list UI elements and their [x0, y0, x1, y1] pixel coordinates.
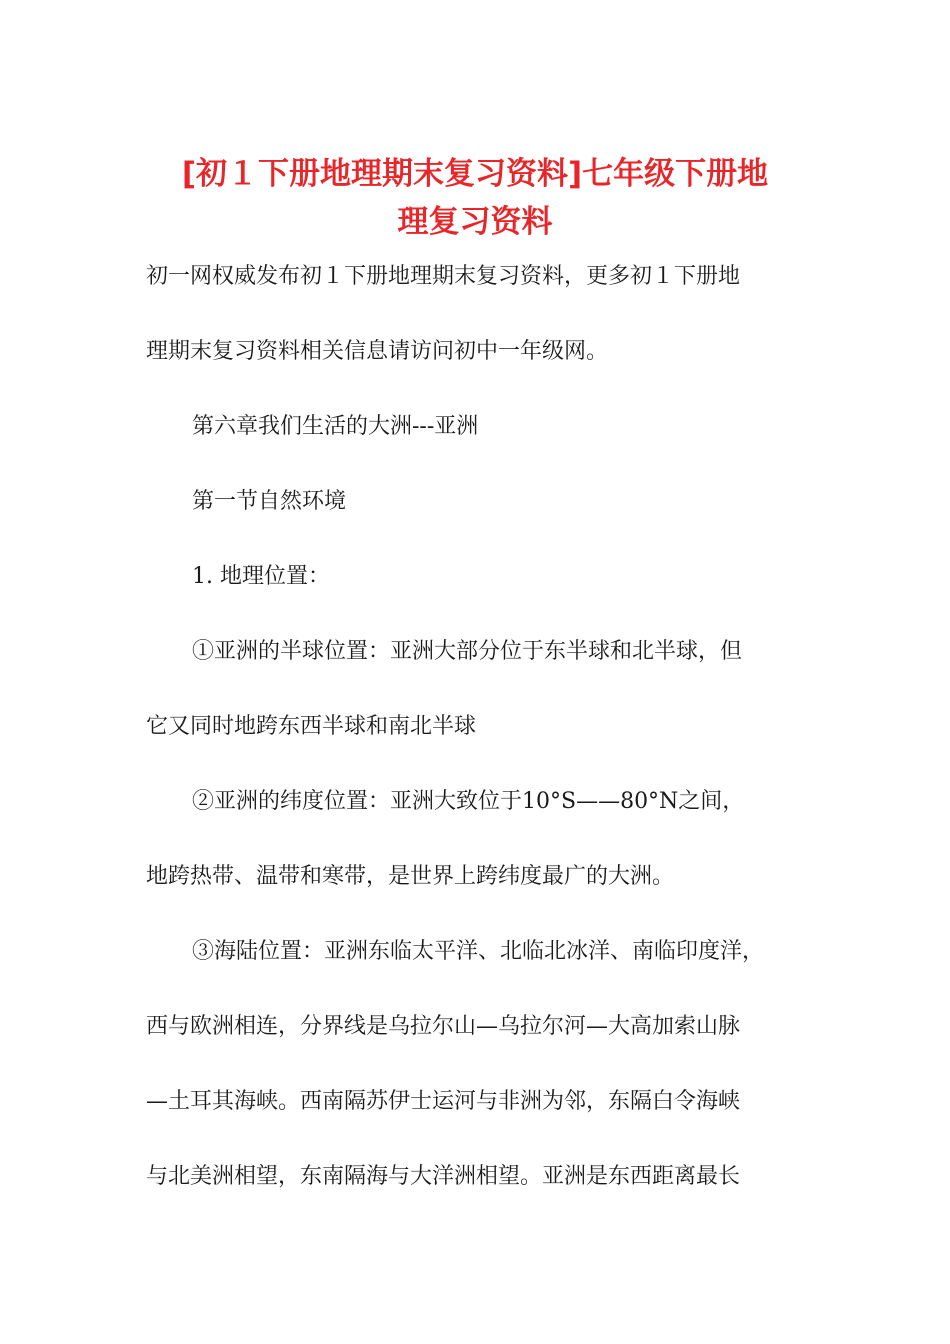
document-title-line-1: [初１下册地理期末复习资料]七年级下册地	[181, 156, 769, 192]
paragraph-sea-land-line-2: 西与欧洲相连，分界线是乌拉尔山—乌拉尔河—大高加索山脉	[146, 1014, 741, 1039]
chapter-heading: 第六章我们生活的大洲---亚洲	[192, 414, 479, 439]
paragraph-sea-land-line-3: —土耳其海峡。西南隔苏伊士运河与非洲为邻，东隔白令海峡	[146, 1089, 741, 1114]
paragraph-sea-land-line-1: ③海陆位置：亚洲东临太平洋、北临北冰洋、南临印度洋，	[192, 939, 765, 964]
section-heading: 第一节自然环境	[192, 489, 347, 514]
paragraph-hemisphere-line-2: 它又同时地跨东西半球和南北半球	[146, 714, 477, 739]
paragraph-sea-land-line-4: 与北美洲相望，东南隔海与大洋洲相望。亚洲是东西距离最长	[146, 1164, 741, 1189]
paragraph-latitude-line-2: 地跨热带、温带和寒带，是世界上跨纬度最广的大洲。	[146, 864, 675, 889]
paragraph-latitude-line-1: ②亚洲的纬度位置：亚洲大致位于10°S——80°N之间，	[192, 789, 745, 814]
paragraph-hemisphere-line-1: ①亚洲的半球位置：亚洲大部分位于东半球和北半球，但	[192, 639, 743, 664]
intro-line-1: 初一网权威发布初１下册地理期末复习资料，更多初１下册地	[146, 264, 741, 289]
item-heading-location: 1. 地理位置：	[192, 564, 330, 589]
intro-line-2: 理期末复习资料相关信息请访问初中一年级网。	[146, 339, 609, 364]
document-title-line-2: 理复习资料	[397, 204, 553, 240]
